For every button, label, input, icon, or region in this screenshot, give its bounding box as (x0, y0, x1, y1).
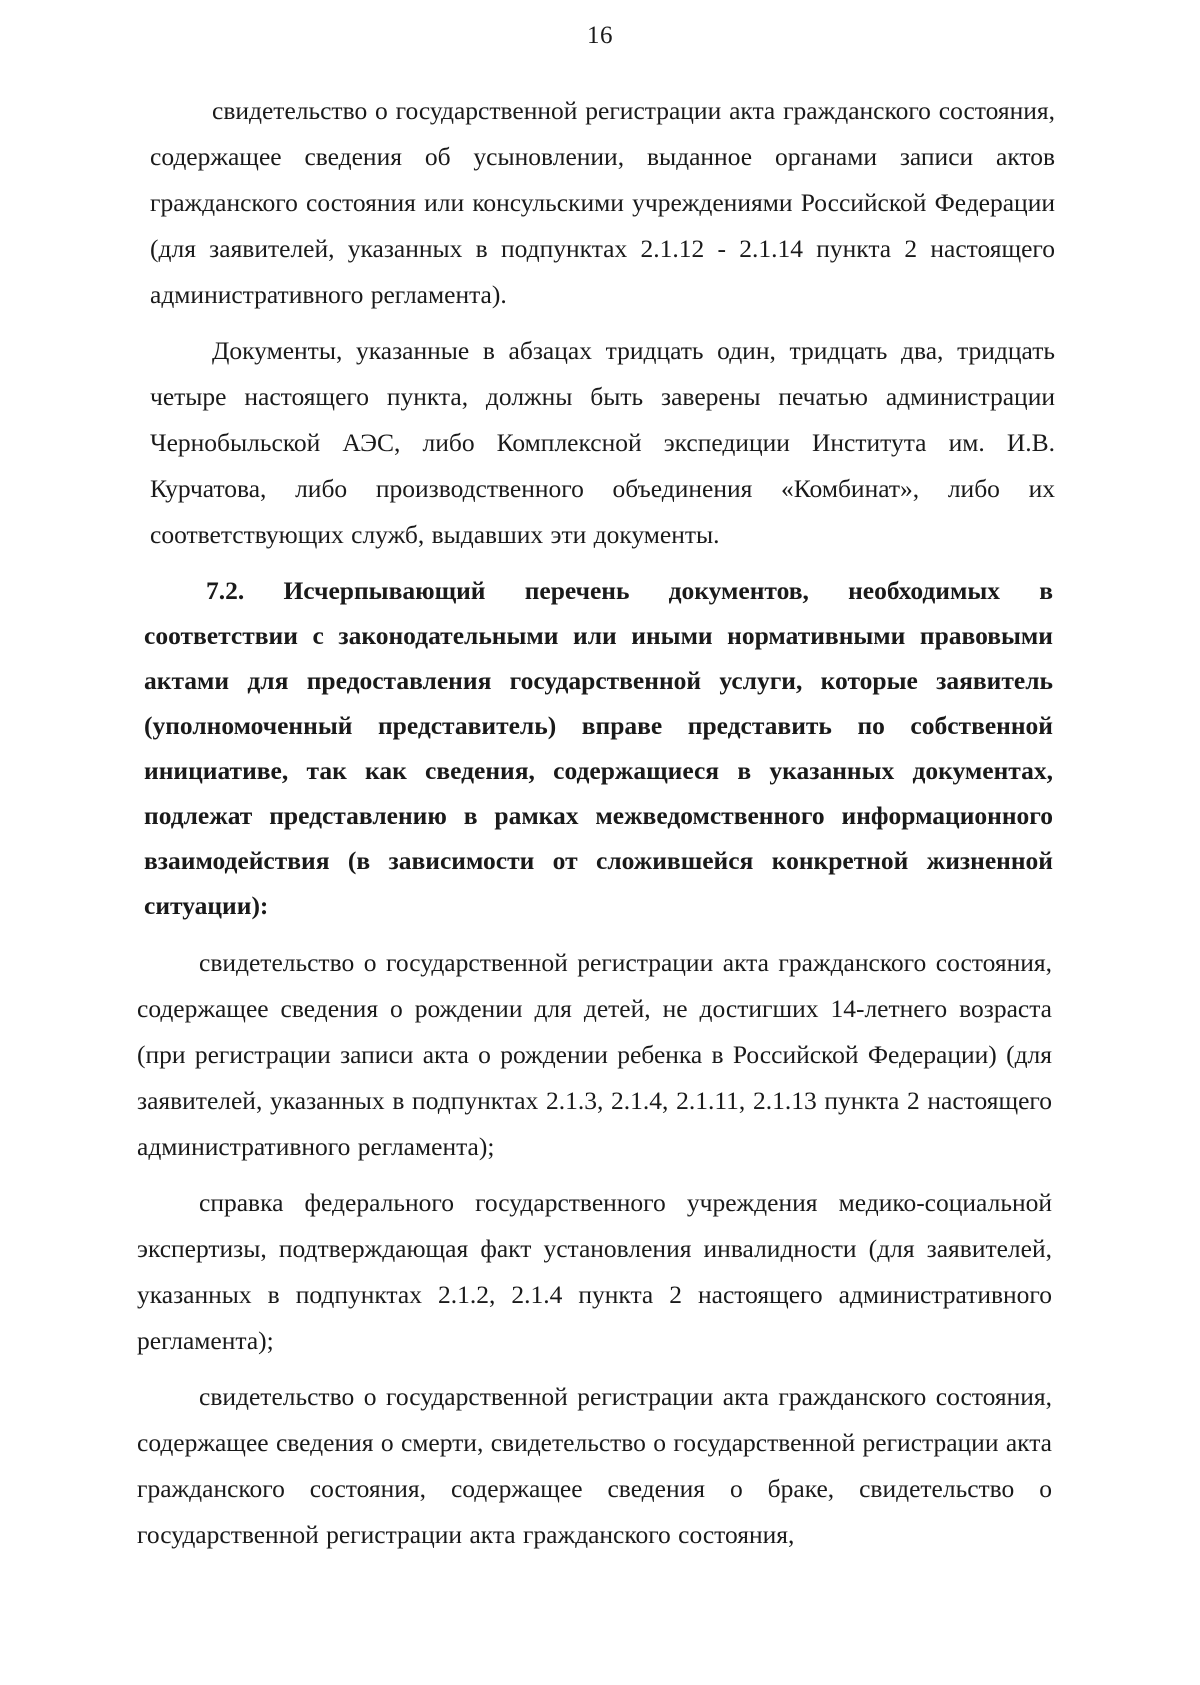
list-item-death-marriage-certificates: свидетельство о государственной регистрации акта гражданского состояния, содержащее сведения о смерти, свидетельство о государственной регистрации акта гражданского состояния, содержащее сведения о браке, свидетельство о государственной регистрации акта гражданского состояния, (137, 1382, 1052, 1549)
document-body (137, 88, 1055, 1568)
page-number: 16 (587, 22, 613, 49)
section-heading-7-2: 7.2. Исчерпывающий перечень документов, необходимых в соответствии с законодательными или иными нормативными правовыми актами для предоставления государственной услуги, которые заявитель (уполномоченный представитель) вправе представить по собственной инициативе, так как сведения, содержащиеся в указанных документах, подлежат представлению в рамках межведомственного информационного взаимодействия (в зависимости от сложившейся конкретной жизненной ситуации): (144, 576, 1053, 920)
section-7-2 (144, 568, 1053, 928)
document-list (137, 940, 1052, 1558)
paragraph-certification-requirement: Документы, указанные в абзацах тридцать один, тридцать два, тридцать четыре настоящего пункта, должны быть заверены печатью администрации Чернобыльской АЭС, либо Комплексной экспедиции Института им. И.В. Курчатова, либо производственного объединения «Комбинат», либо их соответствующих служб, выдавших эти документы. (150, 336, 1055, 549)
list-item-disability-certificate: справка федерального государственного учреждения медико-социальной экспертизы, подтверждающая факт установления инвалидности (для заявителей, указанных в подпунктах 2.1.2, 2.1.4 пункта 2 настоящего административного регламента); (137, 1188, 1052, 1355)
paragraph-adoption-certificate: свидетельство о государственной регистрации акта гражданского состояния, содержащее сведения об усыновлении, выданное органами записи актов гражданского состояния или консульскими учреждениями Российской Федерации (для заявителей, указанных в подпунктах 2.1.12 - 2.1.14 пункта 2 настоящего административного регламента). (150, 96, 1055, 309)
list-item-birth-certificate: свидетельство о государственной регистрации акта гражданского состояния, содержащее сведения о рождении для детей, не достигших 14-летнего возраста (при регистрации записи акта о рождении ребенка в Российской Федерации) (для заявителей, указанных в подпунктах 2.1.3, 2.1.4, 2.1.11, 2.1.13 пункта 2 настоящего административного регламента); (137, 948, 1052, 1161)
